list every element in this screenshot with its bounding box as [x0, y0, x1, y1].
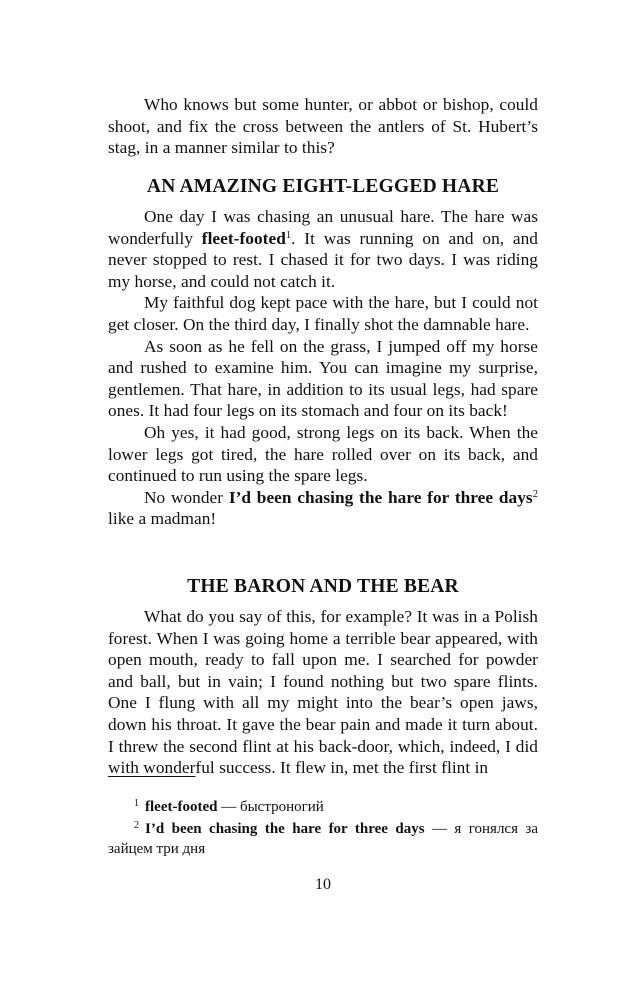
underlined-text: with wonder	[108, 758, 196, 778]
chapter-heading: AN AMAZING EIGHT-LEGGED HARE	[146, 176, 500, 197]
chapter-body	[108, 606, 538, 779]
paragraph: My faithful dog kept pace with the hare, but I could not get closer. On the third day, I finally shot the damnable hare.	[108, 293, 538, 334]
paragraph: Oh yes, it had good, strong legs on its back. When the lower legs got tired, the hare rolled over on its back, and continued to run using the spare legs.	[108, 422, 538, 486]
intro-block	[108, 94, 538, 159]
footnote: $^1$ fleet-footed — быстроногий	[134, 798, 324, 815]
paragraph: No wonder I’d been chasing the hare for three days$^2$ like a madman!	[108, 487, 538, 529]
glossed-term: I’d been chasing the hare for three days	[228, 487, 533, 507]
paragraph: What do you say of this, for example? It was in a Polish forest. When I was going home a terrible bear appeared, with open mouth, ready to fall upon me. I searched for powder and ball, but in vain; I found nothing but two spare flints. One I flung with all my might into the bear’s open jaws, down his throat. It gave the bear pain and made it turn about. I threw the second flint at his back-door, which, indeed, I did with wonderful success. It flew in, met the first flint in	[108, 607, 538, 778]
paragraph: One day I was chasing an unusual hare. The hare was wonderfully fleet-footed$^1$. It was running on and on, and never stopped to rest. I chased it for two days. I was riding my horse, and could not catch it.	[108, 207, 538, 291]
footnote: $^2$ I’d been chasing the hare for three days — я гонялся за зайцем три дня	[108, 820, 539, 857]
chapter-heading: THE BARON AND THE BEAR	[187, 576, 459, 597]
footnote-ref: 2	[532, 488, 538, 500]
glossed-term: fleet-footed	[201, 228, 286, 248]
paragraph: As soon as he fell on the grass, I jumped off my horse and rushed to examine him. You can imagine my surprise, gentlemen. That hare, in addition to its usual legs, had spare ones. It had four legs on its stomach and four on its back!	[108, 336, 538, 421]
chapter-body	[108, 206, 538, 530]
footnote-ref: 1	[285, 229, 292, 241]
page-number: 10	[315, 876, 331, 893]
paragraph: Who knows but some hunter, or abbot or bishop, could shoot, and fix the cross between the antlers of St. Hubert’s stag, in a manner similar to this?	[108, 95, 538, 158]
footnotes	[108, 797, 538, 859]
